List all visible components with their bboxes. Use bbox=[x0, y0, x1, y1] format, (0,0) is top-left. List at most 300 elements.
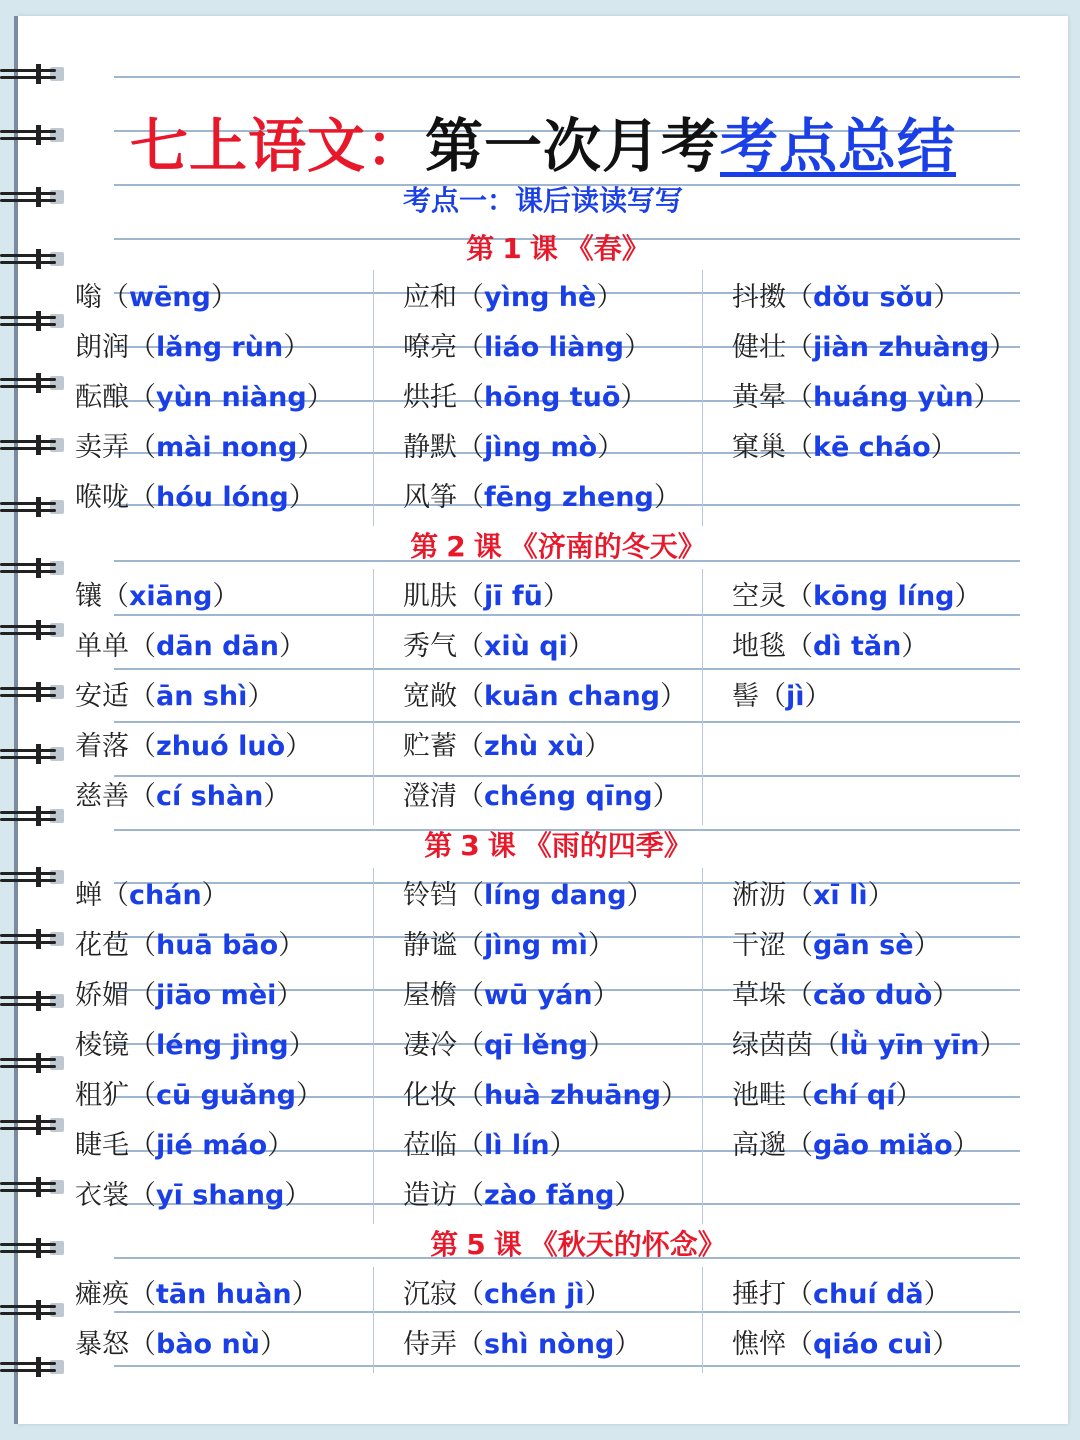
vocab-pinyin: hōng tuō bbox=[484, 382, 621, 413]
vocab-pinyin: lǜ yīn yīn bbox=[840, 1030, 980, 1061]
open-paren: （ bbox=[129, 980, 156, 1011]
vocab-word: 喉咙 bbox=[75, 482, 129, 513]
vocab-item bbox=[75, 478, 316, 518]
title-part-black: 第一次月考 bbox=[424, 112, 720, 180]
binding-ring bbox=[0, 1053, 64, 1073]
binding-ring bbox=[0, 373, 64, 393]
vocab-item bbox=[75, 976, 303, 1016]
vocab-word: 贮蓄 bbox=[403, 731, 457, 762]
ring-wire bbox=[0, 570, 56, 573]
close-paren: ） bbox=[584, 731, 612, 762]
vocab-word: 暴怒 bbox=[75, 1329, 129, 1360]
vocab-pinyin: gāo miǎo bbox=[813, 1130, 953, 1161]
lesson-heading bbox=[18, 1225, 1068, 1265]
ring-wire bbox=[0, 1369, 56, 1372]
binding-ring bbox=[0, 187, 64, 207]
ring-wire bbox=[0, 199, 56, 202]
vocab-item bbox=[403, 777, 680, 817]
ring-post bbox=[36, 744, 41, 764]
vocab-pinyin: qiáo cuì bbox=[813, 1329, 933, 1360]
vocab-word: 烘托 bbox=[403, 382, 457, 413]
ring-wire bbox=[0, 1058, 56, 1061]
vocab-pinyin: kōng líng bbox=[813, 581, 955, 612]
open-paren: （ bbox=[457, 1329, 484, 1360]
column-divider bbox=[702, 270, 703, 526]
open-paren: （ bbox=[457, 1180, 484, 1211]
ring-wire bbox=[0, 811, 56, 814]
vocab-pinyin: shì nòng bbox=[484, 1329, 615, 1360]
binding-ring bbox=[0, 867, 64, 887]
ring-post bbox=[36, 867, 41, 887]
open-paren: （ bbox=[786, 332, 813, 363]
ring-wire bbox=[0, 563, 56, 566]
ring-post bbox=[36, 435, 41, 455]
ring-wire bbox=[0, 694, 56, 697]
open-paren: （ bbox=[457, 681, 484, 712]
column-divider bbox=[702, 868, 703, 1224]
vocab-item bbox=[403, 378, 647, 418]
close-paren: ） bbox=[597, 432, 625, 463]
vocab-pinyin: zào fǎng bbox=[484, 1180, 615, 1211]
vocab-word: 铃铛 bbox=[403, 880, 457, 911]
open-paren: （ bbox=[129, 482, 156, 513]
open-paren: （ bbox=[457, 731, 484, 762]
close-paren: ） bbox=[930, 432, 958, 463]
lesson-heading-unit: 课 bbox=[473, 530, 502, 563]
open-paren: （ bbox=[457, 781, 484, 812]
close-paren: ） bbox=[895, 1080, 923, 1111]
open-paren: （ bbox=[129, 631, 156, 662]
lesson-heading-number: 5 bbox=[466, 1228, 486, 1261]
vocab-word: 绿茵茵 bbox=[732, 1030, 813, 1061]
ring-wire bbox=[0, 1003, 56, 1006]
close-paren: ） bbox=[285, 731, 313, 762]
column-divider bbox=[702, 569, 703, 825]
ring-wire bbox=[0, 502, 56, 505]
vocab-pinyin: yùn niàng bbox=[156, 382, 307, 413]
vocab-pinyin: dān dān bbox=[156, 631, 279, 662]
vocab-pinyin: cū guǎng bbox=[156, 1080, 296, 1111]
vocab-item bbox=[732, 876, 895, 916]
vocab-pinyin: cǎo duò bbox=[813, 980, 933, 1011]
ring-post bbox=[36, 125, 41, 145]
vocab-word: 化妆 bbox=[403, 1080, 457, 1111]
open-paren: （ bbox=[129, 781, 156, 812]
ring-wire bbox=[0, 1362, 56, 1365]
vocab-word: 凄冷 bbox=[403, 1030, 457, 1061]
close-paren: ） bbox=[567, 631, 595, 662]
close-paren: ） bbox=[588, 1030, 616, 1061]
ring-wire bbox=[0, 1182, 56, 1185]
vocab-item bbox=[732, 1026, 1006, 1066]
binding-ring bbox=[0, 1300, 64, 1320]
open-paren: （ bbox=[129, 681, 156, 712]
ruled-line bbox=[114, 76, 1020, 78]
vocab-pinyin: qī lěng bbox=[484, 1030, 589, 1061]
vocab-word: 慈善 bbox=[75, 781, 129, 812]
open-paren: （ bbox=[102, 880, 129, 911]
vocab-item bbox=[75, 278, 238, 318]
column-divider bbox=[373, 868, 374, 1224]
ring-wire bbox=[0, 934, 56, 937]
vocab-pinyin: dǒu sǒu bbox=[813, 282, 934, 313]
open-paren: （ bbox=[786, 930, 813, 961]
ruled-line bbox=[114, 1365, 1020, 1367]
binding-ring bbox=[0, 1177, 64, 1197]
vocab-word: 憔悴 bbox=[732, 1329, 786, 1360]
lesson-heading-prefix: 第 bbox=[466, 232, 495, 265]
lesson-heading-unit: 课 bbox=[529, 232, 558, 265]
vocab-word: 棱镜 bbox=[75, 1030, 129, 1061]
close-paren: ） bbox=[291, 1279, 319, 1310]
open-paren: （ bbox=[786, 880, 813, 911]
vocab-item bbox=[732, 378, 1001, 418]
ring-wire bbox=[0, 1127, 56, 1130]
open-paren: （ bbox=[457, 1030, 484, 1061]
close-paren: ） bbox=[913, 930, 941, 961]
vocab-item bbox=[403, 627, 595, 667]
open-paren: （ bbox=[102, 282, 129, 313]
vocab-item bbox=[403, 677, 687, 717]
open-paren: （ bbox=[786, 1279, 813, 1310]
ring-wire bbox=[0, 818, 56, 821]
close-paren: ） bbox=[652, 781, 680, 812]
close-paren: ） bbox=[283, 332, 311, 363]
close-paren: ） bbox=[596, 282, 624, 313]
vocab-word: 黄晕 bbox=[732, 382, 786, 413]
column-divider bbox=[702, 1267, 703, 1373]
vocab-item bbox=[732, 577, 982, 617]
close-paren: ） bbox=[263, 781, 291, 812]
section-title: 考点一：课后读读写写 bbox=[402, 184, 683, 217]
ring-wire bbox=[0, 996, 56, 999]
vocab-word: 窠巢 bbox=[732, 432, 786, 463]
title-part-red: 七上语文： bbox=[129, 112, 425, 180]
binding-ring bbox=[0, 64, 64, 84]
ring-post bbox=[36, 682, 41, 702]
vocab-pinyin: kuān chang bbox=[484, 681, 661, 712]
open-paren: （ bbox=[786, 382, 813, 413]
ring-wire bbox=[0, 254, 56, 257]
open-paren: （ bbox=[457, 1130, 484, 1161]
lesson-heading-number: 1 bbox=[502, 232, 522, 265]
lesson-heading-prefix: 第 bbox=[424, 829, 453, 862]
binding-spine bbox=[14, 16, 18, 1424]
vocab-word: 肌肤 bbox=[403, 581, 457, 612]
vocab-item bbox=[75, 876, 229, 916]
binding-ring bbox=[0, 806, 64, 826]
close-paren: ） bbox=[954, 581, 982, 612]
close-paren: ） bbox=[623, 332, 651, 363]
open-paren: （ bbox=[129, 1030, 156, 1061]
vocab-item bbox=[732, 976, 959, 1016]
open-paren: （ bbox=[786, 1130, 813, 1161]
vocab-item bbox=[403, 926, 615, 966]
vocab-item bbox=[403, 428, 624, 468]
vocab-word: 嘹亮 bbox=[403, 332, 457, 363]
vocab-word: 娇媚 bbox=[75, 980, 129, 1011]
vocab-word: 捶打 bbox=[732, 1279, 786, 1310]
vocab-word: 应和 bbox=[403, 282, 457, 313]
binding-ring bbox=[0, 125, 64, 145]
open-paren: （ bbox=[786, 1080, 813, 1111]
vocab-word: 卖弄 bbox=[75, 432, 129, 463]
page-title bbox=[18, 111, 1068, 181]
vocab-pinyin: xī lì bbox=[813, 880, 868, 911]
binding-ring bbox=[0, 1115, 64, 1135]
vocab-item bbox=[732, 926, 941, 966]
vocab-pinyin: chuí dǎ bbox=[813, 1279, 924, 1310]
open-paren: （ bbox=[129, 382, 156, 413]
close-paren: ） bbox=[626, 880, 654, 911]
vocab-pinyin: chí qí bbox=[813, 1080, 896, 1111]
vocab-item bbox=[403, 328, 651, 368]
ring-wire bbox=[0, 756, 56, 759]
vocab-item bbox=[732, 1275, 951, 1315]
open-paren: （ bbox=[457, 282, 484, 313]
ring-wire bbox=[0, 1065, 56, 1068]
ring-wire bbox=[0, 1305, 56, 1308]
vocab-word: 静默 bbox=[403, 432, 457, 463]
vocab-word: 嗡 bbox=[75, 282, 102, 313]
vocab-word: 风筝 bbox=[403, 482, 457, 513]
ring-post bbox=[36, 373, 41, 393]
close-paren: ） bbox=[210, 282, 238, 313]
close-paren: ） bbox=[549, 1130, 577, 1161]
close-paren: ） bbox=[923, 1279, 951, 1310]
close-paren: ） bbox=[259, 1329, 287, 1360]
vocab-pinyin: jié máo bbox=[156, 1130, 268, 1161]
close-paren: ） bbox=[247, 681, 275, 712]
vocab-item bbox=[75, 1275, 319, 1315]
close-paren: ） bbox=[306, 382, 334, 413]
open-paren: （ bbox=[786, 282, 813, 313]
ring-wire bbox=[0, 749, 56, 752]
ring-post bbox=[36, 311, 41, 331]
close-paren: ） bbox=[952, 1130, 980, 1161]
binding-ring bbox=[0, 311, 64, 331]
binding-ring bbox=[0, 991, 64, 1011]
column-divider bbox=[373, 569, 374, 825]
ring-wire bbox=[0, 1250, 56, 1253]
vocab-pinyin: xiāng bbox=[129, 581, 213, 612]
close-paren: ） bbox=[278, 631, 306, 662]
vocab-item bbox=[75, 627, 306, 667]
vocab-item bbox=[75, 1325, 287, 1365]
close-paren: ） bbox=[267, 1130, 295, 1161]
column-divider bbox=[373, 1267, 374, 1373]
vocab-item bbox=[403, 478, 681, 518]
vocab-item bbox=[75, 926, 305, 966]
vocab-item bbox=[732, 1126, 980, 1166]
close-paren: ） bbox=[212, 581, 240, 612]
lesson-heading-number: 3 bbox=[460, 829, 480, 862]
ring-wire bbox=[0, 509, 56, 512]
ring-wire bbox=[0, 872, 56, 875]
ring-post bbox=[36, 620, 41, 640]
vocab-item bbox=[75, 1176, 311, 1216]
open-paren: （ bbox=[457, 382, 484, 413]
vocab-word: 瘫痪 bbox=[75, 1279, 129, 1310]
open-paren: （ bbox=[129, 731, 156, 762]
ring-wire bbox=[0, 385, 56, 388]
close-paren: ） bbox=[614, 1180, 642, 1211]
vocab-word: 安适 bbox=[75, 681, 129, 712]
vocab-word: 宽敞 bbox=[403, 681, 457, 712]
binding-ring bbox=[0, 744, 64, 764]
ring-wire bbox=[0, 261, 56, 264]
open-paren: （ bbox=[457, 980, 484, 1011]
binding-ring bbox=[0, 435, 64, 455]
vocab-item bbox=[732, 428, 958, 468]
close-paren: ） bbox=[297, 432, 325, 463]
title-part-blue: 考点总结 bbox=[720, 112, 957, 180]
vocab-pinyin: mài nong bbox=[156, 432, 298, 463]
ring-post bbox=[36, 187, 41, 207]
vocab-word: 酝酿 bbox=[75, 382, 129, 413]
close-paren: ） bbox=[284, 1180, 312, 1211]
vocab-item bbox=[403, 1026, 615, 1066]
vocab-item bbox=[75, 428, 324, 468]
vocab-item bbox=[75, 1026, 316, 1066]
close-paren: ） bbox=[278, 930, 306, 961]
ring-post bbox=[36, 1115, 41, 1135]
vocab-word: 造访 bbox=[403, 1180, 457, 1211]
ring-wire bbox=[0, 69, 56, 72]
ring-post bbox=[36, 929, 41, 949]
vocab-word: 睫毛 bbox=[75, 1130, 129, 1161]
vocab-pinyin: yī shang bbox=[156, 1180, 285, 1211]
open-paren: （ bbox=[457, 581, 484, 612]
open-paren: （ bbox=[129, 1329, 156, 1360]
open-paren: （ bbox=[786, 631, 813, 662]
lesson-heading bbox=[18, 527, 1068, 567]
open-paren: （ bbox=[457, 432, 484, 463]
ring-wire bbox=[0, 447, 56, 450]
vocab-pinyin: zhuó luò bbox=[156, 731, 286, 762]
open-paren: （ bbox=[129, 1130, 156, 1161]
close-paren: ） bbox=[201, 880, 229, 911]
ring-post bbox=[36, 991, 41, 1011]
open-paren: （ bbox=[759, 681, 786, 712]
lesson-heading bbox=[18, 826, 1068, 866]
vocab-item bbox=[403, 1176, 641, 1216]
ring-wire bbox=[0, 130, 56, 133]
open-paren: （ bbox=[457, 1279, 484, 1310]
open-paren: （ bbox=[786, 980, 813, 1011]
open-paren: （ bbox=[457, 1080, 484, 1111]
vocab-item bbox=[403, 1275, 612, 1315]
close-paren: ） bbox=[542, 581, 570, 612]
ring-wire bbox=[0, 1312, 56, 1315]
binding-ring bbox=[0, 1357, 64, 1377]
close-paren: ） bbox=[989, 332, 1017, 363]
ring-wire bbox=[0, 137, 56, 140]
lesson-heading-name: 《春》 bbox=[565, 232, 650, 265]
ring-wire bbox=[0, 440, 56, 443]
ring-post bbox=[36, 1357, 41, 1377]
close-paren: ） bbox=[592, 980, 620, 1011]
vocab-pinyin: líng dang bbox=[484, 880, 627, 911]
ring-wire bbox=[0, 632, 56, 635]
ring-wire bbox=[0, 316, 56, 319]
close-paren: ） bbox=[932, 1329, 960, 1360]
lesson-heading-prefix: 第 bbox=[410, 530, 439, 563]
vocab-item bbox=[75, 677, 274, 717]
vocab-pinyin: wū yán bbox=[484, 980, 593, 1011]
open-paren: （ bbox=[129, 930, 156, 961]
vocab-pinyin: hóu lóng bbox=[156, 482, 289, 513]
lesson-heading-name: 《秋天的怀念》 bbox=[529, 1228, 726, 1261]
vocab-item bbox=[732, 677, 832, 717]
vocab-pinyin: dì tǎn bbox=[813, 631, 902, 662]
vocab-item bbox=[75, 378, 334, 418]
close-paren: ） bbox=[932, 980, 960, 1011]
ring-post bbox=[36, 497, 41, 517]
vocab-pinyin: cí shàn bbox=[156, 781, 264, 812]
vocab-item bbox=[732, 1076, 922, 1116]
vocab-pinyin: huà zhuāng bbox=[484, 1080, 661, 1111]
close-paren: ） bbox=[614, 1329, 642, 1360]
vocab-pinyin: ān shì bbox=[156, 681, 248, 712]
vocab-word: 朗润 bbox=[75, 332, 129, 363]
close-paren: ） bbox=[587, 930, 615, 961]
open-paren: （ bbox=[457, 880, 484, 911]
close-paren: ） bbox=[973, 382, 1001, 413]
vocab-word: 粗犷 bbox=[75, 1080, 129, 1111]
open-paren: （ bbox=[813, 1030, 840, 1061]
vocab-pinyin: yìng hè bbox=[484, 282, 597, 313]
vocab-pinyin: jìng mò bbox=[484, 432, 598, 463]
vocab-pinyin: tān huàn bbox=[156, 1279, 292, 1310]
vocab-word: 池畦 bbox=[732, 1080, 786, 1111]
ring-wire bbox=[0, 941, 56, 944]
ring-wire bbox=[0, 1189, 56, 1192]
open-paren: （ bbox=[786, 432, 813, 463]
vocab-word: 空灵 bbox=[732, 581, 786, 612]
vocab-item bbox=[403, 727, 611, 767]
open-paren: （ bbox=[102, 581, 129, 612]
close-paren: ） bbox=[276, 980, 304, 1011]
vocab-word: 静谧 bbox=[403, 930, 457, 961]
vocab-pinyin: xiù qi bbox=[484, 631, 568, 662]
vocab-item bbox=[75, 777, 290, 817]
ruled-line bbox=[114, 721, 1020, 723]
vocab-word: 莅临 bbox=[403, 1130, 457, 1161]
vocab-word: 健壮 bbox=[732, 332, 786, 363]
ring-post bbox=[36, 806, 41, 826]
vocab-word: 蝉 bbox=[75, 880, 102, 911]
ring-wire bbox=[0, 378, 56, 381]
vocab-word: 干涩 bbox=[732, 930, 786, 961]
open-paren: （ bbox=[129, 432, 156, 463]
vocab-pinyin: gān sè bbox=[813, 930, 914, 961]
ring-wire bbox=[0, 323, 56, 326]
ring-post bbox=[36, 558, 41, 578]
vocab-word: 镶 bbox=[75, 581, 102, 612]
vocab-word: 单单 bbox=[75, 631, 129, 662]
ring-wire bbox=[0, 625, 56, 628]
vocab-word: 淅沥 bbox=[732, 880, 786, 911]
vocab-word: 秀气 bbox=[403, 631, 457, 662]
close-paren: ） bbox=[661, 1080, 688, 1111]
vocab-item bbox=[75, 1126, 294, 1166]
open-paren: （ bbox=[457, 631, 484, 662]
close-paren: ） bbox=[288, 1030, 316, 1061]
close-paren: ） bbox=[653, 482, 681, 513]
open-paren: （ bbox=[457, 332, 484, 363]
lesson-heading-name: 《济南的冬天》 bbox=[509, 530, 706, 563]
